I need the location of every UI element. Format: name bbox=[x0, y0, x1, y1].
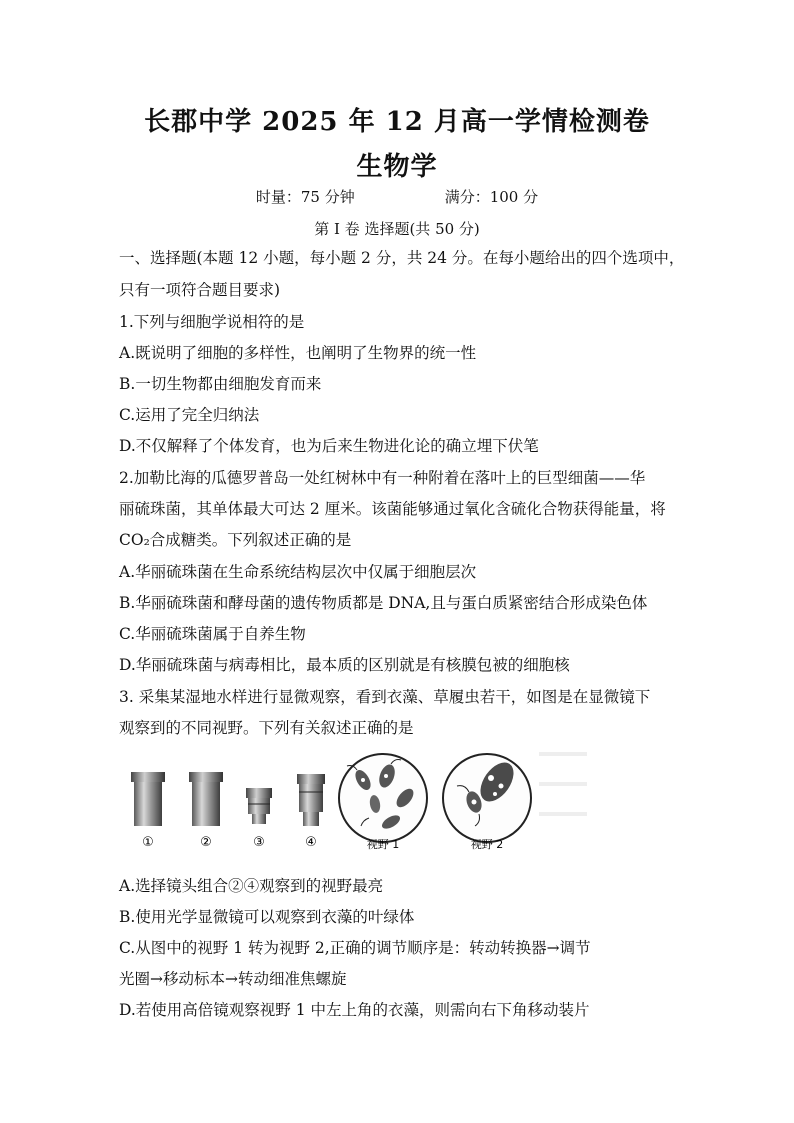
exam-title: 长郡中学 2025 年 12 月高一学情检测卷 bbox=[144, 107, 650, 137]
q3-option-a: A.选择镜头组合②④观察到的视野最亮 bbox=[119, 877, 384, 895]
lens-label-3: ③ bbox=[253, 835, 265, 850]
microscope-figure-svg bbox=[119, 742, 589, 854]
field-of-view-2 bbox=[443, 754, 531, 842]
lens-label-4: ④ bbox=[305, 835, 317, 850]
q1-option-a: A.既说明了细胞的多样性，也阐明了生物界的统一性 bbox=[119, 344, 477, 362]
eyepiece-lens-1 bbox=[131, 772, 165, 826]
q2-option-d: D.华丽硫珠菌与病毒相比，最本质的区别就是有核膜包被的细胞核 bbox=[119, 656, 570, 674]
q1-option-b: B.一切生物都由细胞发育而来 bbox=[119, 375, 322, 393]
q2-stem-line1: 2.加勒比海的瓜德罗普岛一处红树林中有一种附着在落叶上的巨型细菌——华 bbox=[119, 469, 646, 487]
total-score: 满分：100 分 bbox=[444, 188, 539, 206]
part1-instruction-line1: 一、选择题(本题 12 小题，每小题 2 分，共 24 分。在每小题给出的四个选项中， bbox=[119, 249, 685, 267]
lens-label-2: ② bbox=[200, 835, 212, 850]
time-limit: 时量：75 分钟 bbox=[255, 188, 355, 206]
q3-option-c-line1: C.从图中的视野 1 转为视野 2,正确的调节顺序是：转动转换器→调节 bbox=[119, 939, 591, 957]
part1-instruction-line2: 只有一项符合题目要求) bbox=[119, 281, 281, 299]
q3-stem-line1: 3. 采集某湿地水样进行显微观察，看到衣藻、草履虫若干，如图是在显微镜下 bbox=[119, 688, 651, 706]
q2-option-a: A.华丽硫珠菌在生命系统结构层次中仅属于细胞层次 bbox=[119, 563, 477, 581]
q2-stem-line2: 丽硫珠菌，其单体最大可达 2 厘米。该菌能够通过氧化含硫化合物获得能量，将 bbox=[119, 500, 666, 518]
q3-stem-line2: 观察到的不同视野。下列有关叙述正确的是 bbox=[119, 719, 414, 737]
q1-option-c: C.运用了完全归纳法 bbox=[119, 406, 260, 424]
subject-title: 生物学 bbox=[356, 152, 438, 182]
field2-label: 视野 2 bbox=[470, 838, 504, 851]
q2-option-c: C.华丽硫珠菌属于自养生物 bbox=[119, 625, 306, 643]
bleed-through bbox=[539, 752, 587, 816]
q2-stem-line3: CO₂合成糖类。下列叙述正确的是 bbox=[119, 531, 352, 549]
q1-stem: 1.下列与细胞学说相符的是 bbox=[119, 313, 305, 331]
microscope-figure bbox=[119, 742, 589, 854]
eyepiece-lens-2 bbox=[189, 772, 223, 826]
q3-option-b: B.使用光学显微镜可以观察到衣藻的叶绿体 bbox=[119, 908, 415, 926]
objective-lens-4 bbox=[297, 774, 325, 826]
exam-meta bbox=[0, 186, 794, 207]
q3-option-d: D.若使用高倍镜观察视野 1 中左上角的衣藻，则需向右下角移动装片 bbox=[119, 1001, 590, 1019]
q3-option-c-line2: 光圈→移动标本→转动细准焦螺旋 bbox=[119, 970, 347, 988]
field-of-view-1 bbox=[339, 754, 427, 842]
q1-option-d: D.不仅解释了个体发育，也为后来生物进化论的确立埋下伏笔 bbox=[119, 437, 539, 455]
field1-label: 视野 1 bbox=[366, 838, 400, 851]
objective-lens-3 bbox=[246, 788, 272, 824]
section-heading: 第 I 卷 选择题(共 50 分) bbox=[314, 220, 480, 238]
lens-label-1: ① bbox=[142, 835, 154, 850]
q2-option-b: B.华丽硫珠菌和酵母菌的遗传物质都是 DNA,且与蛋白质紧密结合形成染色体 bbox=[119, 594, 648, 612]
